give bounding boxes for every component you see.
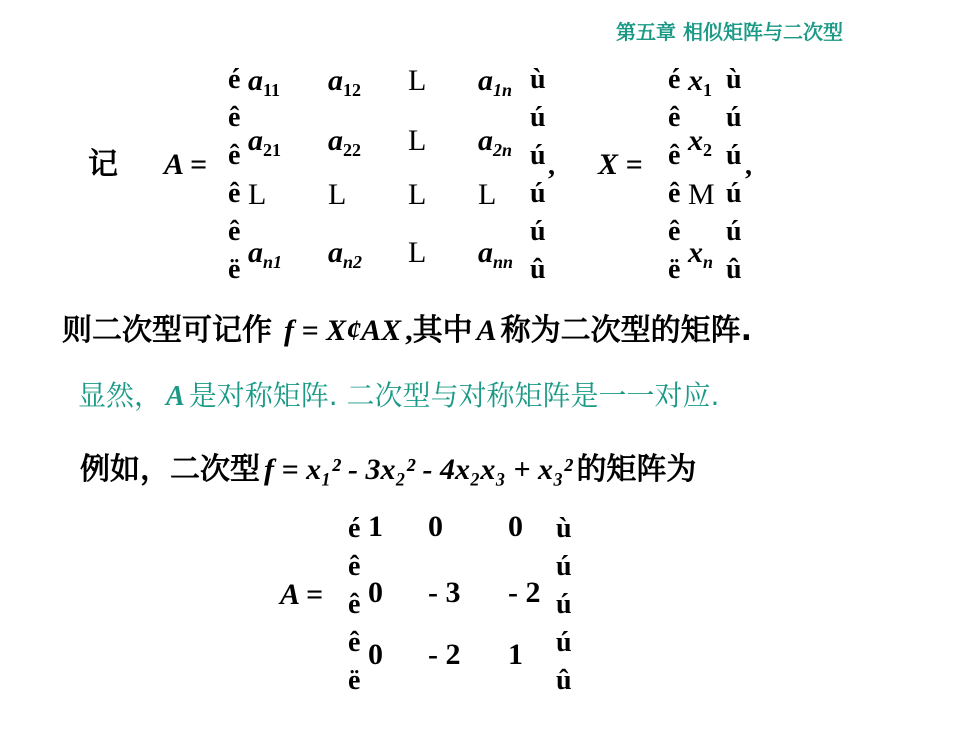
matrix-a-entry: L [408, 236, 427, 269]
matrix-a-bracket-glyph: ê [228, 140, 241, 171]
matrix-a-bracket-glyph: é [228, 64, 241, 95]
vector-x-bracket-glyph: ê [668, 102, 681, 133]
matrix-a-entry: $a_{11}$ [248, 64, 281, 100]
matrix-a-entry: L [478, 178, 497, 211]
matrix-a-entry: L [408, 124, 427, 157]
example-prefix: 例如，二次型 [80, 452, 260, 487]
vector-x-bracket-glyph: é [668, 64, 681, 95]
vector-x-bracket-glyph: ù [726, 64, 742, 95]
vector-x-entry: $x_n$ [688, 236, 714, 272]
statement-var: A [476, 314, 497, 347]
remark-text-1: 显然， [78, 379, 163, 412]
matrix-a-entry: L [408, 178, 427, 211]
matrix-a-bracket-glyph: ú [530, 216, 546, 247]
vector-x-bracket-glyph: ú [726, 140, 742, 171]
matrix-a-entry: $a_{21}$ [248, 124, 281, 160]
matrix-a-bracket-glyph: ú [530, 178, 546, 209]
vector-x-bracket-glyph: ê [668, 140, 681, 171]
example-matrix-entry: 0 [508, 510, 523, 543]
example-bracket-glyph: ê [348, 589, 361, 620]
matrix-a-bracket-glyph: ê [228, 178, 241, 209]
example-bracket-glyph: ê [348, 551, 361, 582]
matrix-a-bracket-glyph: ê [228, 102, 241, 133]
remark-var: A [166, 381, 185, 412]
example-bracket-glyph: ú [556, 589, 572, 620]
matrix-a-symbol: A = [164, 148, 207, 181]
matrix-a-entry: $a_{n2}$ [328, 236, 363, 272]
vector-x-entry: $x_1$ [688, 64, 712, 100]
chapter-title: 第五章 相似矩阵与二次型 [616, 20, 843, 44]
vector-x-bracket-glyph: û [726, 254, 742, 285]
remark-line [78, 379, 720, 412]
example-line [80, 452, 697, 487]
remark-text-2: 是对称矩阵. 二次型与对称矩阵是一一对应. [188, 379, 720, 412]
statement-line [62, 313, 753, 348]
matrix-a-entry: $a_{2n}$ [478, 124, 513, 160]
example-matrix-entry: 0 [368, 576, 383, 609]
example-matrix-entry: - 2 [508, 576, 541, 609]
vector-x-bracket-glyph: ú [726, 102, 742, 133]
notation-label: 记 [88, 147, 118, 182]
vector-x-bracket-glyph: ê [668, 178, 681, 209]
matrix-a-bracket-glyph: ù [530, 64, 546, 95]
example-formula: f = x₁² - 3x₂² - 4x₂x₃ + x₃² [264, 453, 573, 486]
matrix-a-bracket-glyph: ë [228, 254, 241, 285]
example-bracket-glyph: ê [348, 627, 361, 658]
matrix-a-entry: L [248, 178, 267, 211]
vector-x-bracket-glyph: ê [668, 216, 681, 247]
matrix-a-entry: $a_{nn}$ [478, 236, 514, 272]
vector-x-bracket-glyph: ú [726, 216, 742, 247]
example-bracket-glyph: û [556, 665, 572, 696]
example-matrix-entry: - 3 [428, 576, 461, 609]
comma-after-x: , [745, 150, 752, 181]
matrix-a-bracket-glyph: ú [530, 140, 546, 171]
vector-x-symbol: X = [598, 148, 643, 181]
example-matrix-entry: 1 [368, 510, 383, 543]
example-bracket-glyph: ú [556, 627, 572, 658]
example-bracket-glyph: é [348, 513, 361, 544]
example-matrix-entry: - 2 [428, 638, 461, 671]
statement-mid: ,其中 [405, 314, 473, 347]
example-bracket-glyph: ú [556, 551, 572, 582]
example-suffix: 的矩阵为 [576, 452, 697, 487]
statement-formula: f = X¢AX [284, 314, 402, 347]
example-matrix-entry: 1 [508, 638, 523, 671]
vector-x-bracket-glyph: ë [668, 254, 681, 285]
matrix-a-entry: $a_{1n}$ [478, 64, 513, 100]
matrix-a-entry: $a_{n1}$ [248, 236, 283, 272]
statement-prefix: 则二次型可记作 [62, 313, 272, 348]
vector-x-entry: $x_2$ [688, 124, 712, 160]
comma-after-a: , [548, 150, 555, 181]
matrix-a-entry: L [328, 178, 347, 211]
matrix-a-entry: $a_{22}$ [328, 124, 361, 160]
example-matrix-entry: 0 [368, 638, 383, 671]
matrix-a-bracket-glyph: ê [228, 216, 241, 247]
matrix-a-entry: L [408, 64, 427, 97]
example-matrix-entry: 0 [428, 510, 443, 543]
matrix-a-bracket-glyph: û [530, 254, 546, 285]
matrix-a-bracket-glyph: ú [530, 102, 546, 133]
example-bracket-glyph: ë [348, 665, 361, 696]
example-bracket-glyph: ù [556, 513, 572, 544]
matrix-a-entry: $a_{12}$ [328, 64, 361, 100]
vector-x-entry: M [688, 178, 715, 211]
vector-x-bracket-glyph: ú [726, 178, 742, 209]
example-a-symbol: A = [280, 578, 323, 611]
statement-suffix: 称为二次型的矩阵. [500, 313, 753, 348]
